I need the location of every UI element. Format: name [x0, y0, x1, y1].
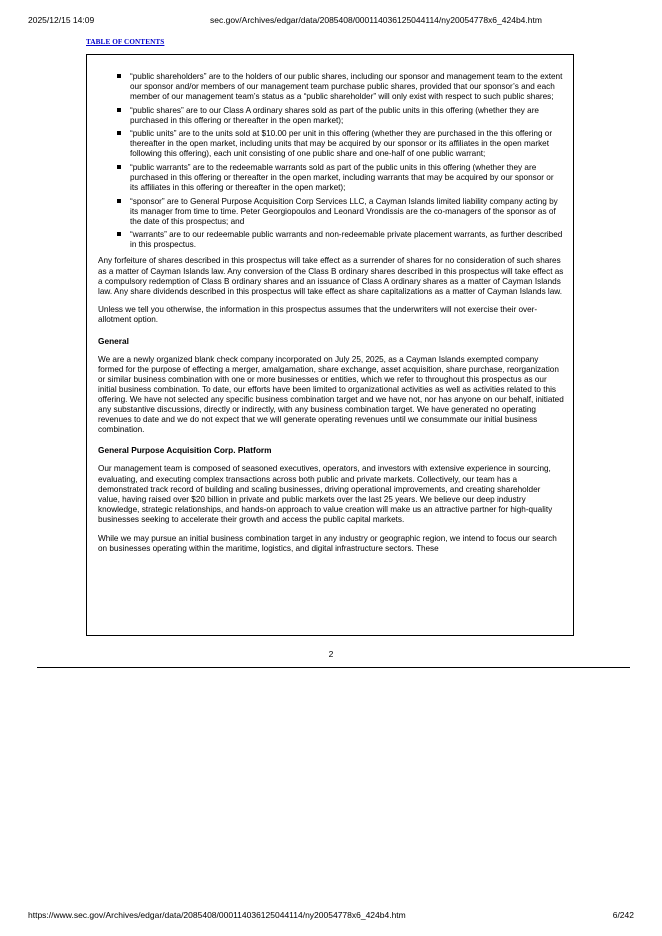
document-body [98, 72, 564, 562]
print-page-url: sec.gov/Archives/edgar/data/2085408/000114036125044114/ny20054778x6_424b4.htm [210, 15, 542, 25]
list-item: “public shares” are to our Class A ordinary shares sold as part of the public units in this offering (whether they are purchased in this offering or thereafter in the open market); [98, 106, 564, 126]
content-frame [86, 54, 574, 636]
bullet-icon [117, 232, 121, 236]
bullet-icon [117, 165, 121, 169]
bullet-icon [117, 199, 121, 203]
list-item: “public units” are to the units sold at $10.00 per unit in this offering (whether they are purchased in the this offering or thereafter in the open market, including units that may be acquired by our sponsor or its affiliates in the open market following this offering), each unit consisting of one public share and one-half of one public warrant; [98, 129, 564, 159]
forfeiture-paragraph: Any forfeiture of shares described in this prospectus will take effect as a surrender of shares for no consideration of such shares as a matter of Cayman Islands law. Any conversion of the Class B ordinary shares described in this prospectus will take effect as a compulsory redemption of Class B ordinary shares and an issuance of Class A ordinary shares as a matter of Cayman Islands law. Any share dividends described in this prospectus will take effect as share capitalizations as a matter of Cayman Islands law. [98, 256, 564, 296]
print-footer-url: https://www.sec.gov/Archives/edgar/data/2085408/000114036125044114/ny20054778x6_424b4.htm [28, 910, 406, 920]
definitions-list [98, 72, 564, 250]
platform-paragraph: While we may pursue an initial business combination target in any industry or geographic region, we intend to focus our search on businesses operating within the maritime, logistics, and digital infrastructure sectors. These [98, 533, 557, 553]
page-divider [37, 667, 630, 668]
list-item: “public warrants” are to the redeemable warrants sold as part of the public units in this offering (whether they are purchased in this offering or thereafter in the open market, including warrants that may be acquired by our sponsor or its affiliates in this offering or thereafter in the open market); [98, 163, 564, 193]
general-paragraph: We are a newly organized blank check company incorporated on July 25, 2025, as a Cayman Islands exempted company formed for the purpose of effecting a merger, amalgamation, share exchange, asset acquisition, share purchase, reorganization or similar business combination with one or more businesses or entities, which we refer to throughout this prospectus as our initial business combination. To date, our efforts have been limited to organizational activities as well as activities related to this offering. We have not selected any specific business combination target and we have not, nor has anyone on our behalf, initiated any substantive discussions, directly or indirectly, with any business combination target. We have generated no operating revenues to date and we do not expect that we will generate operating revenues until we consummate our initial business combination. [98, 354, 564, 435]
list-item: “warrants” are to our redeemable public warrants and non-redeemable private placement warrants, as further described in this prospectus. [98, 230, 564, 250]
platform-paragraph: Our management team is composed of seasoned executives, operators, and investors with extensive experience in sourcing, evaluating, and executing complex transactions across both public and private markets. Collectively, our team has a demonstrated track record of building and scaling businesses, driving operational improvements, and creating shareholder value, having raised over $20 billion in private and public markets over the last 25 years. We believe our deep industry knowledge, strategic relationships, and hands-on approach to value creation will make us an attractive partner for high-quality businesses seeking to accelerate their growth and access the public capital markets. [98, 464, 553, 524]
page-number: 2 [328, 649, 334, 659]
bullet-icon [117, 74, 121, 78]
print-page-count: 6/242 [612, 910, 634, 920]
general-heading: General [98, 335, 129, 346]
list-item: “sponsor” are to General Purpose Acquisition Corp Services LLC, a Cayman Islands limited liability company acting by its manager from time to time. Peter Georgiopoulos and Leonard Vrondissis are the co-managers of the sponsor as of the date of this prospectus; and [98, 197, 564, 227]
bullet-icon [117, 108, 121, 112]
platform-heading: General Purpose Acquisition Corp. Platform [98, 445, 272, 456]
table-of-contents-link[interactable]: TABLE OF CONTENTS [86, 38, 165, 46]
print-datetime: 2025/12/15 14:09 [28, 15, 95, 25]
bullet-icon [117, 131, 121, 135]
overallotment-paragraph: Unless we tell you otherwise, the information in this prospectus assumes that the underwriters will not exercise their over-allotment option. [98, 305, 538, 325]
list-item: “public shareholders” are to the holders of our public shares, including our sponsor and management team to the extent our sponsor and/or members of our management team purchase public shares, provided that our sponsor’s and each member of our management team’s status as a “public shareholder” will only exist with respect to such public shares; [98, 72, 564, 102]
